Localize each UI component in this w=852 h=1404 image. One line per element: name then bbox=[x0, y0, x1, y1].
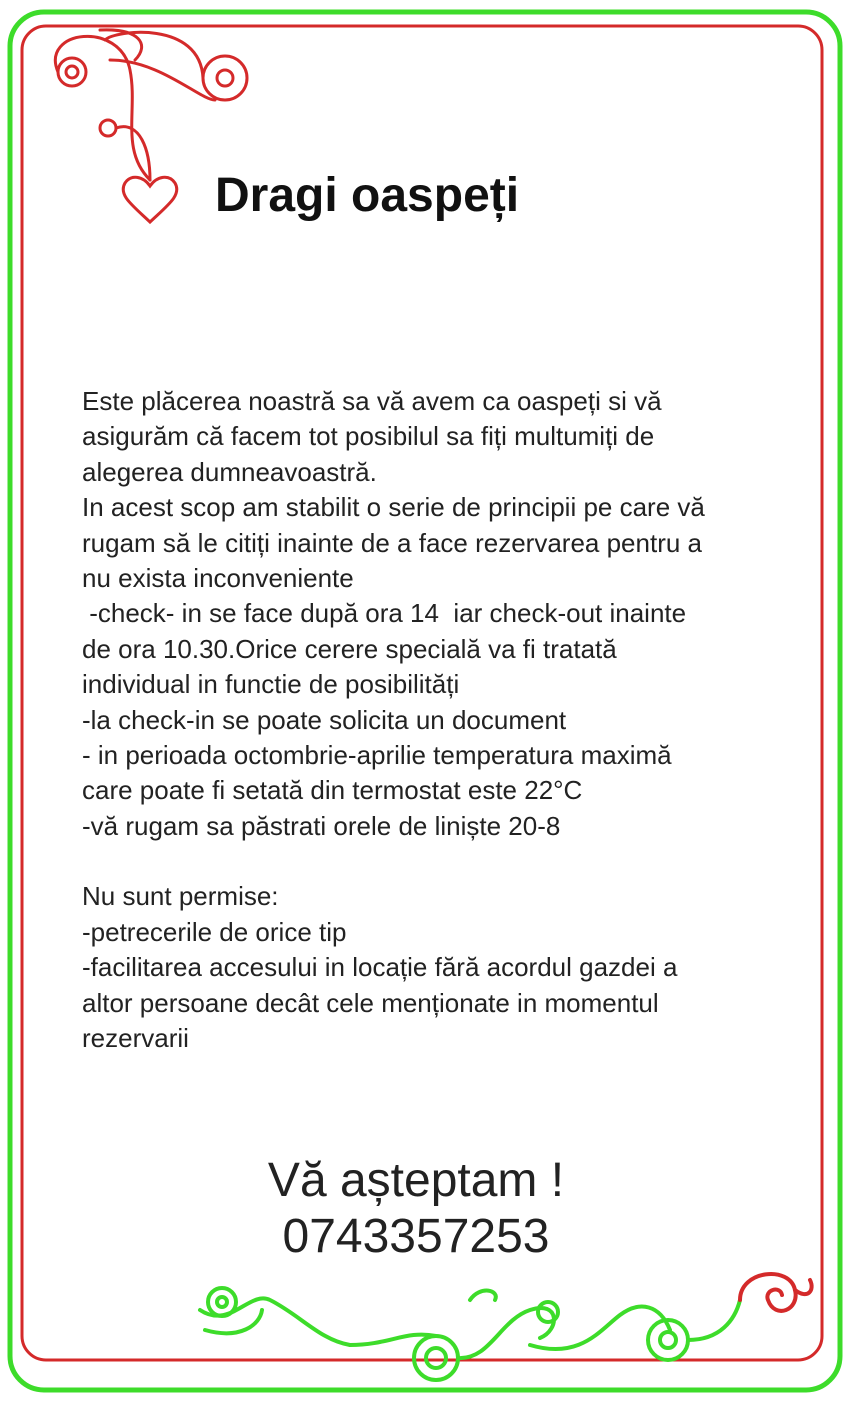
rules-text bbox=[82, 384, 812, 1056]
bottom-swirl-ornament bbox=[200, 1288, 740, 1380]
text-line: asigurăm că facem tot posibilul sa fiți multumiți de bbox=[82, 421, 655, 452]
phone-number: 0743357253 bbox=[282, 1210, 550, 1263]
text-line: - in perioada octombrie-aprilie temperatura maximă bbox=[82, 739, 672, 770]
closing-block bbox=[0, 1153, 832, 1265]
text-line: -petrecerile de orice tip bbox=[82, 916, 347, 947]
text-line: altor persoane decât cele menționate in momentul bbox=[82, 987, 659, 1018]
text-line: rugam să le citiți inainte de a face rezervarea pentru a bbox=[82, 527, 703, 558]
bottom-right-swirl-ornament bbox=[740, 1274, 812, 1311]
text-line: -check- in se face după ora 14 iar check-out inainte bbox=[82, 598, 687, 629]
text-line: Este plăcerea noastră sa vă avem ca oaspeți si vă bbox=[82, 386, 662, 416]
text-line: -la check-in se poate solicita un document bbox=[82, 704, 567, 735]
heart-icon bbox=[123, 177, 177, 222]
text-line: In acest scop am stabilit o serie de principii pe care vă bbox=[82, 492, 705, 523]
text-line: alegerea dumneavoastră. bbox=[82, 456, 377, 487]
blank-line bbox=[82, 844, 812, 879]
text-line: nu exista inconveniente bbox=[82, 562, 354, 593]
text-line: rezervarii bbox=[82, 1023, 189, 1054]
text-line: care poate fi setată din termostat este 22°C bbox=[82, 775, 583, 806]
text-line: individual in functie de posibilități bbox=[82, 669, 460, 700]
text-line: -vă rugam sa păstrati orele de liniște 20-8 bbox=[82, 810, 561, 841]
text-line: de ora 10.30.Orice cerere specială va fi tratată bbox=[82, 633, 617, 664]
text-line: -facilitarea accesului in locație fără acordul gazdei a bbox=[82, 952, 678, 983]
page-title: Dragi oaspeți bbox=[215, 169, 520, 222]
closing-greeting: Vă așteptam ! bbox=[267, 1154, 565, 1207]
not-allowed-heading: Nu sunt permise: bbox=[82, 881, 279, 912]
